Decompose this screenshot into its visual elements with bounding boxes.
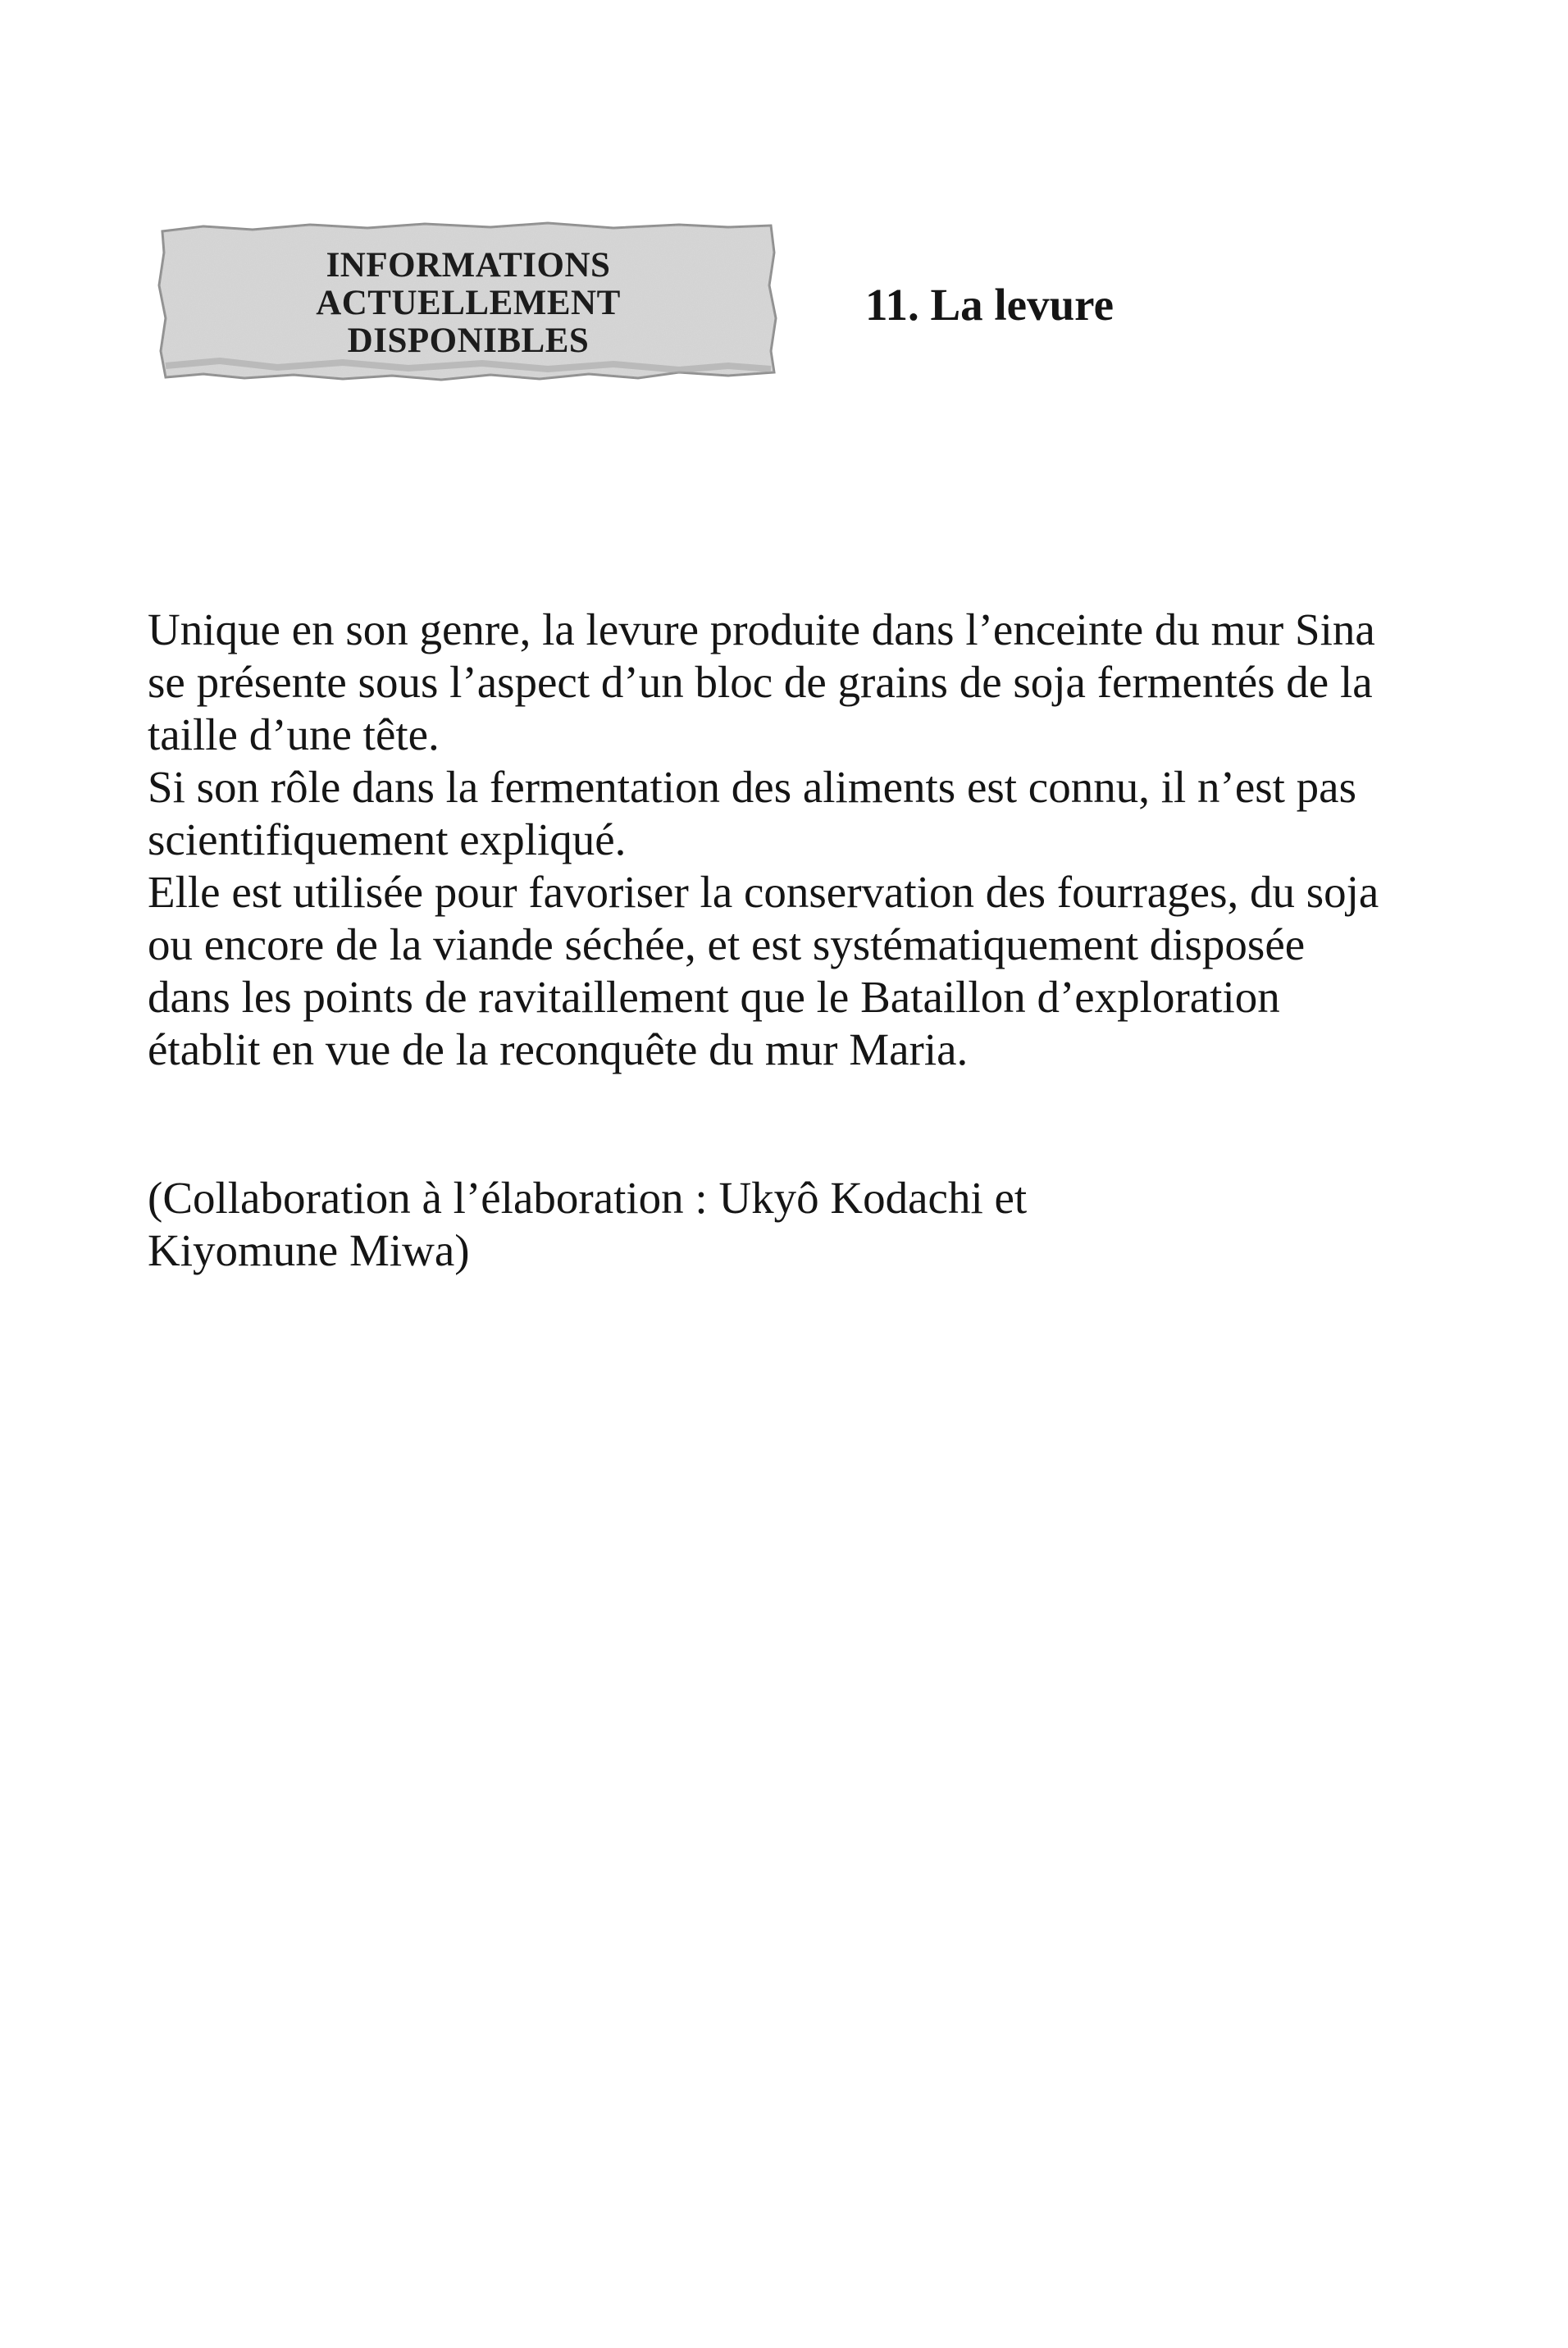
- info-label-block: [154, 220, 782, 382]
- body-text: [148, 604, 1393, 1076]
- credit-line-1: (Collaboration à l’élaboration : Ukyô Kodachi et: [148, 1173, 1028, 1223]
- info-label-text: [154, 220, 782, 382]
- info-label-line-3: DISPONIBLES: [347, 321, 590, 360]
- info-label-line-2: ACTUELLEMENT: [316, 284, 621, 322]
- section-title: 11. La levure: [865, 280, 1114, 330]
- body-paragraph: Unique en son genre, la levure produite dans l’enceinte du mur Sina se présente sous l’aspect d’un bloc de grains de soja fermentés de la taille d’une tête.: [148, 604, 1375, 759]
- body-paragraph: Si son rôle dans la fermentation des aliments est connu, il n’est pas scientifiquement expliqué.: [148, 762, 1356, 864]
- credit-note: [148, 1172, 1214, 1277]
- credit-line-2: Kiyomune Miwa): [148, 1225, 470, 1275]
- info-label-line-1: INFORMATIONS: [326, 246, 611, 285]
- body-paragraph: Elle est utilisée pour favoriser la conservation des fourrages, du soja ou encore de la viande séchée, et est systématiquement disposée dans les points de ravitaillement que le Bataillon d’exploration établit en vue de la reconquête du mur Maria.: [148, 867, 1379, 1074]
